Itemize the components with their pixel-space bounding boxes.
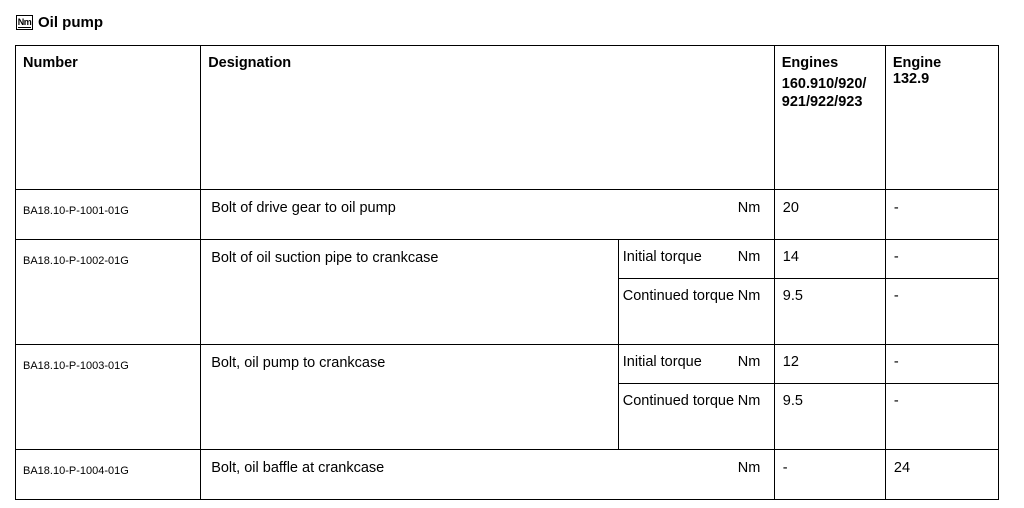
value-engine-132: - <box>885 190 998 240</box>
value-engine-132: - - <box>885 240 998 345</box>
unit-label: Nm <box>737 393 761 409</box>
header-engines-160 <box>774 46 885 190</box>
torque-stage-label: Initial torque <box>622 354 702 370</box>
torque-stage-row <box>619 383 774 449</box>
header-engines-160-label: Engines <box>781 55 839 71</box>
unit-label: Nm <box>737 288 761 304</box>
torque-spec-table <box>15 45 999 500</box>
table-row <box>16 345 999 450</box>
torque-stage-row <box>619 278 774 344</box>
designation-text: Bolt, oil baffle at crankcase <box>211 460 385 476</box>
value-engine-132: 24 <box>885 450 998 500</box>
torque-stage-group <box>618 345 774 449</box>
designation-text: Bolt, oil pump to crankcase <box>211 355 386 371</box>
torque-stage-label: Initial torque <box>622 249 702 265</box>
header-engine-132-label: Engine <box>892 55 942 71</box>
unit-label: Nm <box>737 354 761 370</box>
section-title <box>16 14 103 31</box>
unit-label: Nm <box>737 249 761 265</box>
value-engines-160: 20 <box>774 190 885 240</box>
unit-label: Nm <box>737 200 761 216</box>
row-designation <box>201 450 775 500</box>
value-engines-160: - <box>774 450 885 500</box>
table-header-row <box>16 46 999 190</box>
row-number-link[interactable]: BA18.10-P-1001-01G <box>16 190 201 240</box>
table-row <box>16 240 999 345</box>
value-engine-132: - - <box>885 345 998 450</box>
section-title-text: Oil pump <box>38 14 103 31</box>
row-designation <box>201 190 775 240</box>
designation-text: Bolt of oil suction pipe to crankcase <box>211 250 439 266</box>
header-engine-132 <box>885 46 998 190</box>
designation-text: Bolt of drive gear to oil pump <box>211 200 396 216</box>
header-engines-160-models-line1: 160.910/920/ <box>781 76 867 92</box>
row-number-link[interactable]: BA18.10-P-1003-01G <box>16 345 201 450</box>
table-row <box>16 190 999 240</box>
row-number-link[interactable]: BA18.10-P-1004-01G <box>16 450 201 500</box>
torque-nm-icon: Nm <box>16 15 33 30</box>
unit-label: Nm <box>737 460 761 476</box>
header-number: Number <box>16 46 201 190</box>
value-engines-160: 14 9.5 <box>774 240 885 345</box>
header-engines-160-models-line2: 921/922/923 <box>781 94 863 110</box>
row-designation <box>201 240 775 345</box>
header-engine-132-model: 132.9 <box>892 71 930 87</box>
torque-stage-row <box>619 240 774 278</box>
value-engines-160: 12 9.5 <box>774 345 885 450</box>
row-designation <box>201 345 775 450</box>
torque-stage-label: Continued torque <box>622 288 735 304</box>
torque-stage-label: Continued torque <box>622 393 735 409</box>
table-row <box>16 450 999 500</box>
row-number-link[interactable]: BA18.10-P-1002-01G <box>16 240 201 345</box>
torque-stage-group <box>618 240 774 344</box>
torque-stage-row <box>619 345 774 383</box>
header-designation: Designation <box>201 46 775 190</box>
